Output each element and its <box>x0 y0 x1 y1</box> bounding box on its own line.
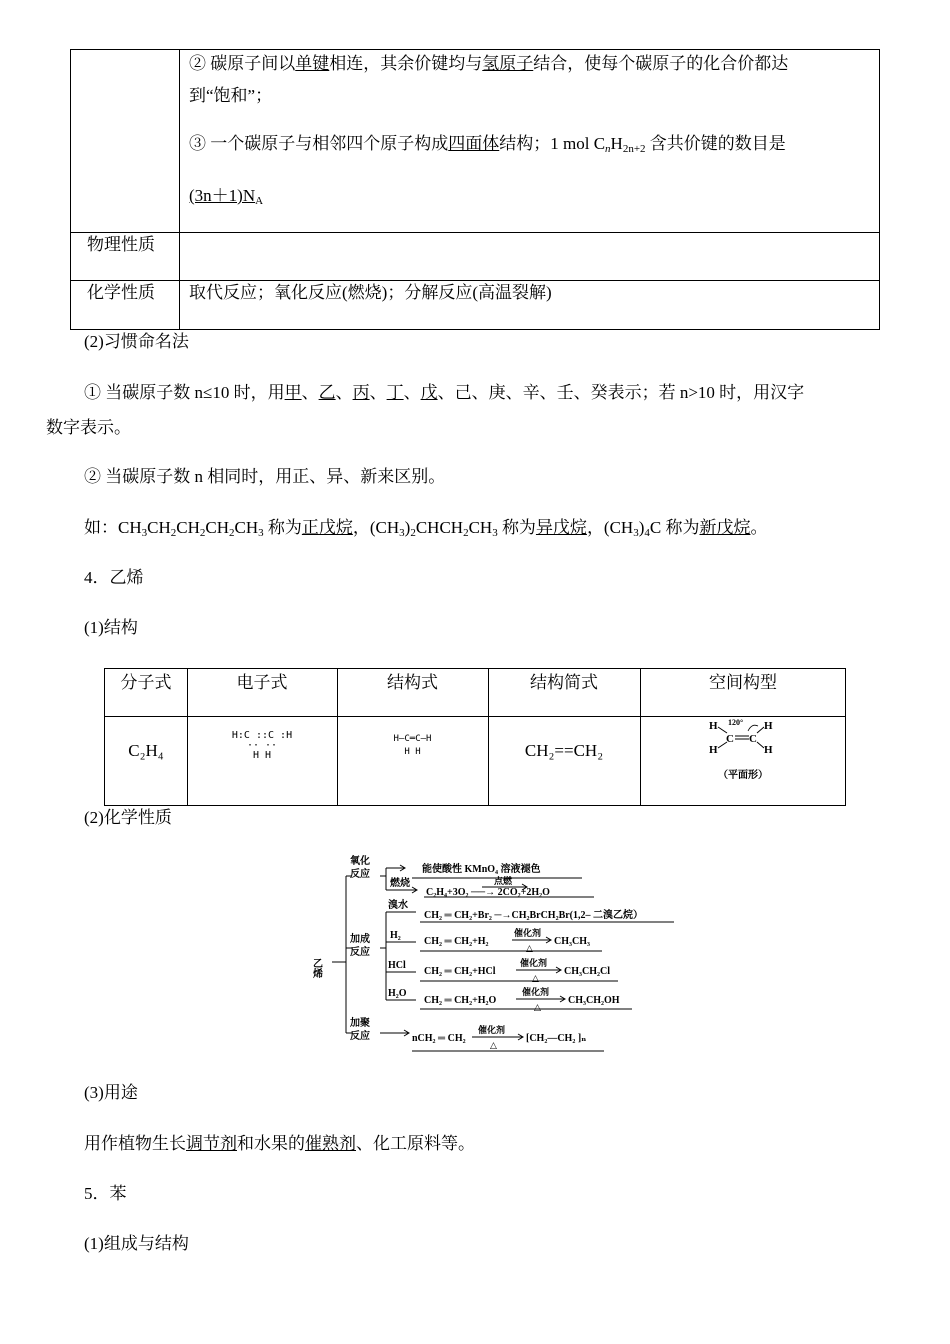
benzene-section-title: 5．苯 <box>84 1184 127 1203</box>
svg-text:CH₃CH₂OH: CH₃CH₂OH <box>568 995 620 1006</box>
svg-text:加成反应: 加成反应 <box>350 934 370 958</box>
burn-equation: C₂H₄+3O₂ ──→ 2CO₂+2H₂O <box>426 887 550 898</box>
chemical-properties-label: 化学性质 <box>87 283 155 302</box>
svg-text:C: C <box>749 733 757 745</box>
svg-text:△: △ <box>534 1002 541 1012</box>
svg-text:CH₂ ═ CH₂+H₂: CH₂ ═ CH₂+H₂ <box>424 936 489 947</box>
structure-point-2-line2: 到“饱和”； <box>189 86 273 105</box>
structure-point-2-line1: ② 碳原子间以单键相连，其余价键均与氢原子结合，使每个碳原子的化合价都达 <box>189 54 789 73</box>
hydrogen-atom-answer: 氢原子 <box>482 54 534 73</box>
n-pentane-answer: 正戊烷 <box>301 518 353 537</box>
svg-text:△: △ <box>490 1040 497 1050</box>
svg-text:H: H <box>709 720 718 732</box>
hcl-label: HCl <box>388 960 406 971</box>
naming-rule-1: ① 当碳原子数 n≤10 时，用甲、乙、丙、丁、戊、己、庚、辛、壬、癸表示；若 n>10 时，用汉字 <box>84 383 805 402</box>
h2-label: H₂ <box>390 930 401 941</box>
ethylene-structure-table <box>104 668 846 806</box>
physical-properties-label: 物理性质 <box>87 235 155 254</box>
naming-rule-2: ② 当碳原子数 n 相同时，用正、异、新来区别。 <box>84 467 446 486</box>
ethylene-use-heading: (3)用途 <box>84 1083 138 1102</box>
h2o-label: H₂O <box>388 988 407 999</box>
burn-label: 燃烧 <box>390 878 410 889</box>
polymer-right: [CH₂—CH₂ ]ₙ <box>526 1033 587 1044</box>
svg-text:加聚反应: 加聚反应 <box>350 1018 370 1042</box>
svg-text:120°: 120° <box>728 718 744 727</box>
svg-text:催化剂: 催化剂 <box>520 958 548 968</box>
naming-heading: (2)习惯命名法 <box>84 332 189 351</box>
svg-text:催化剂: 催化剂 <box>478 1025 506 1035</box>
tetrahedron-answer: 四面体 <box>448 134 500 153</box>
svg-text:催化剂: 催化剂 <box>514 928 542 938</box>
chemical-properties-value: 取代反应；氧化反应(燃烧)；分解反应(高温裂解) <box>189 283 552 302</box>
structural-formula-value: H—C═C—H H H <box>393 734 432 757</box>
header-molecular-formula: 分子式 <box>120 673 172 692</box>
polymer-left: nCH₂ ═ CH₂ <box>412 1033 466 1044</box>
burn-condition: 点燃 <box>494 876 513 886</box>
diagram-root: 乙烯 <box>310 958 322 978</box>
header-structural-formula: 结构式 <box>387 673 438 692</box>
ethylene-use-text: 用作植物生长调节剂和水果的催熟剂、化工原料等。 <box>84 1134 475 1153</box>
bromine-label: 溴水 <box>388 900 408 911</box>
spatial-shape-figure <box>640 717 846 805</box>
header-spatial-shape: 空间构型 <box>709 673 777 692</box>
svg-text:CH₃CH₃: CH₃CH₃ <box>554 936 590 947</box>
svg-text:H: H <box>709 744 718 756</box>
svg-text:催化剂: 催化剂 <box>522 987 550 997</box>
ethylene-chem-heading: (2)化学性质 <box>84 808 172 827</box>
header-electron-formula: 电子式 <box>236 673 288 692</box>
ethylene-reaction-diagram <box>312 850 692 1060</box>
ripener-answer: 催熟剂 <box>305 1134 356 1153</box>
svg-text:C: C <box>726 733 734 745</box>
oxidation-kmno4: 能使酸性 KMnO₄ 溶液褪色 <box>422 864 541 875</box>
naming-rule-1-cont: 数字表示。 <box>46 418 131 437</box>
molecular-formula-value: C₂H₄ <box>128 741 164 760</box>
alkane-properties-table <box>70 49 880 330</box>
condensed-formula-value: CH₂==CH₂ <box>524 741 604 760</box>
svg-text:CH₂ ═ CH₂+H₂O: CH₂ ═ CH₂+H₂O <box>424 995 497 1006</box>
single-bond-answer: 单键 <box>295 54 330 73</box>
isopentane-answer: 异戊烷 <box>535 518 587 537</box>
ethylene-section-title: 4．乙烯 <box>84 568 144 587</box>
regulator-answer: 调节剂 <box>186 1134 237 1153</box>
oxidation-branch-label: 氧化反应 <box>350 856 370 880</box>
svg-text:H: H <box>764 744 773 756</box>
svg-text:△: △ <box>526 943 533 953</box>
covalent-bond-count-answer: $(3n+1)N_A$ <box>189 186 264 207</box>
neopentane-answer: 新戊烷 <box>699 518 751 537</box>
structure-point-3-line1: ③ 一个碳原子与相邻四个原子构成四面体结构；1 mol $C_nH_{2n+2}$ 含共价键的数目是 <box>189 134 786 155</box>
svg-text:CH₂ ═ CH₂+HCl: CH₂ ═ CH₂+HCl <box>424 966 496 977</box>
svg-text:（平面形）: （平面形） <box>718 770 768 781</box>
benzene-composition-heading: (1)组成与结构 <box>84 1234 189 1253</box>
bromine-equation: CH₂ ═ CH₂+Br₂ ─→CH₂BrCH₂Br(1,2– 二溴乙烷） <box>424 910 644 921</box>
svg-text:△: △ <box>532 973 539 983</box>
header-condensed-formula: 结构简式 <box>530 673 598 692</box>
electron-formula-value: H:C ::C :H ·· ·· H H <box>231 730 293 761</box>
svg-text:CH₃CH₂Cl: CH₃CH₂Cl <box>564 966 610 977</box>
planar-ethylene-diagram <box>640 717 846 805</box>
naming-example: 如：$CH_3CH_2CH_2CH_2CH_3$ 称为正戊烷，$(CH_3)_2CHCH_2CH_3$ 称为异戊烷，$(CH_3)_4C$ 称为新戊烷。 <box>84 518 768 539</box>
svg-text:H: H <box>764 720 773 732</box>
ethylene-structure-heading: (1)结构 <box>84 618 138 637</box>
